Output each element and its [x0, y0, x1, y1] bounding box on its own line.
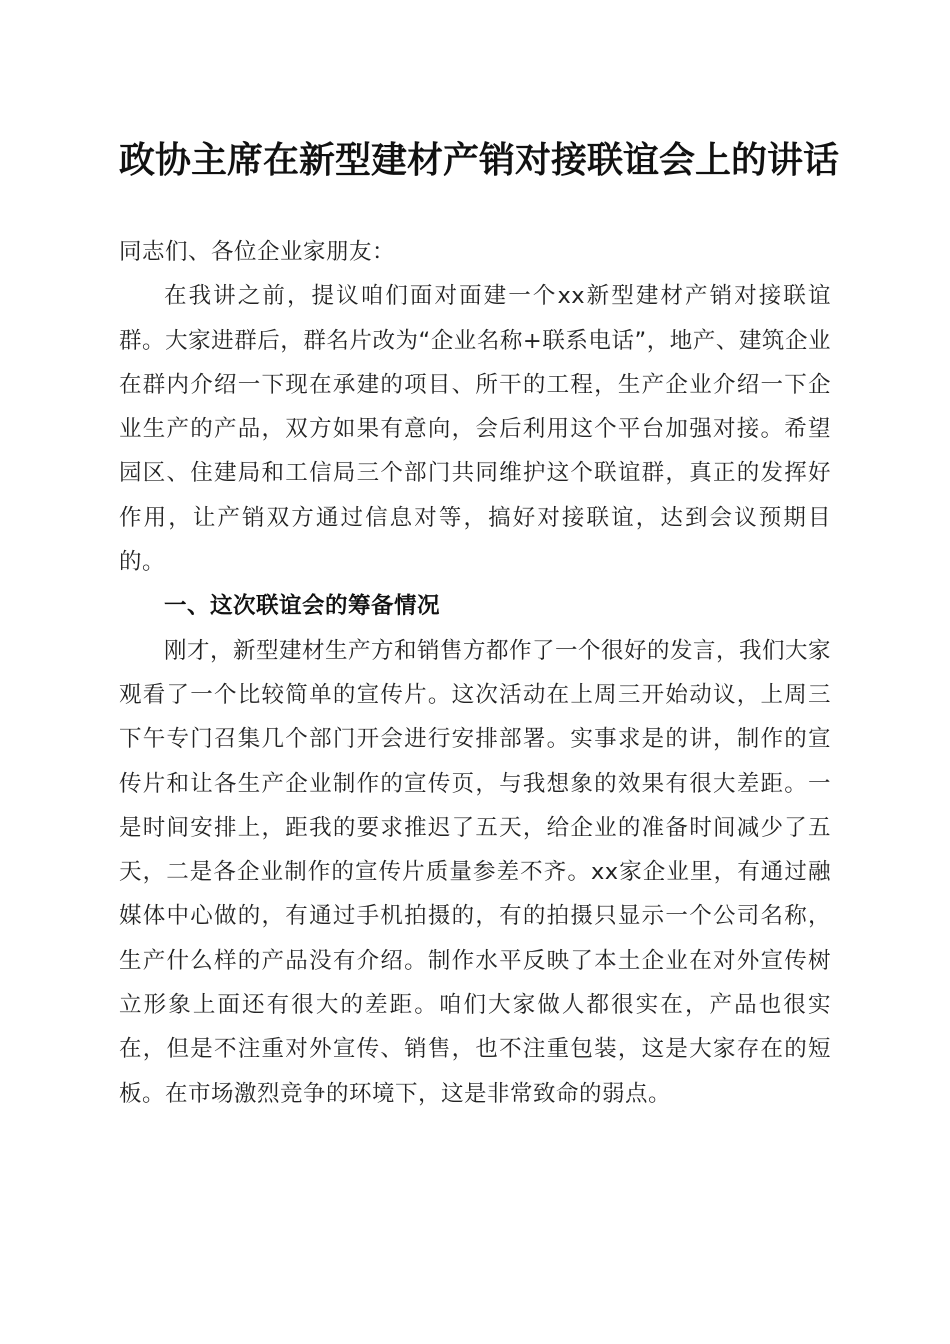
- paragraph-intro: 在我讲之前，提议咱们面对面建一个xx新型建材产销对接联谊群。大家进群后，群名片改为“企业名称+联系电话”，地产、建筑企业在群内介绍一下现在承建的项目、所干的工程，生产企业介绍一下企业生产的产品，双方如果有意向，会后利用这个平台加强对接。希望园区、住建局和工信局三个部门共同维护这个联谊群，真正的发挥好作用，让产销双方通过信息对等，搞好对接联谊，达到会议预期目的。: [119, 283, 831, 576]
- section-heading-1: 一、这次联谊会的筹备情况: [164, 593, 441, 620]
- document-body: [119, 230, 831, 1116]
- salutation: 同志们、各位企业家朋友：: [119, 239, 396, 265]
- paragraph-preparation: 刚才，新型建材生产方和销售方都作了一个很好的发言，我们大家观看了一个比较简单的宣传片。这次活动在上周三开始动议，上周三下午专门召集几个部门开会进行安排部署。实事求是的讲，制作的宣传片和让各生产企业制作的宣传页，与我想象的效果有很大差距。一是时间安排上，距我的要求推迟了五天，给企业的准备时间减少了五天，二是各企业制作的宣传片质量参差不齐。xx家企业里，有通过融媒体中心做的，有通过手机拍摄的，有的拍摄只显示一个公司名称，生产什么样的产品没有介绍。制作水平反映了本土企业在对外宣传树立形象上面还有很大的差距。咱们大家做人都很实在，产品也很实在，但是不注重对外宣传、销售，也不注重包装，这是大家存在的短板。在市场激烈竞争的环境下，这是非常致命的弱点。: [119, 637, 832, 1107]
- document-title: 政协主席在新型建材产销对接联谊会上的讲话: [119, 139, 840, 181]
